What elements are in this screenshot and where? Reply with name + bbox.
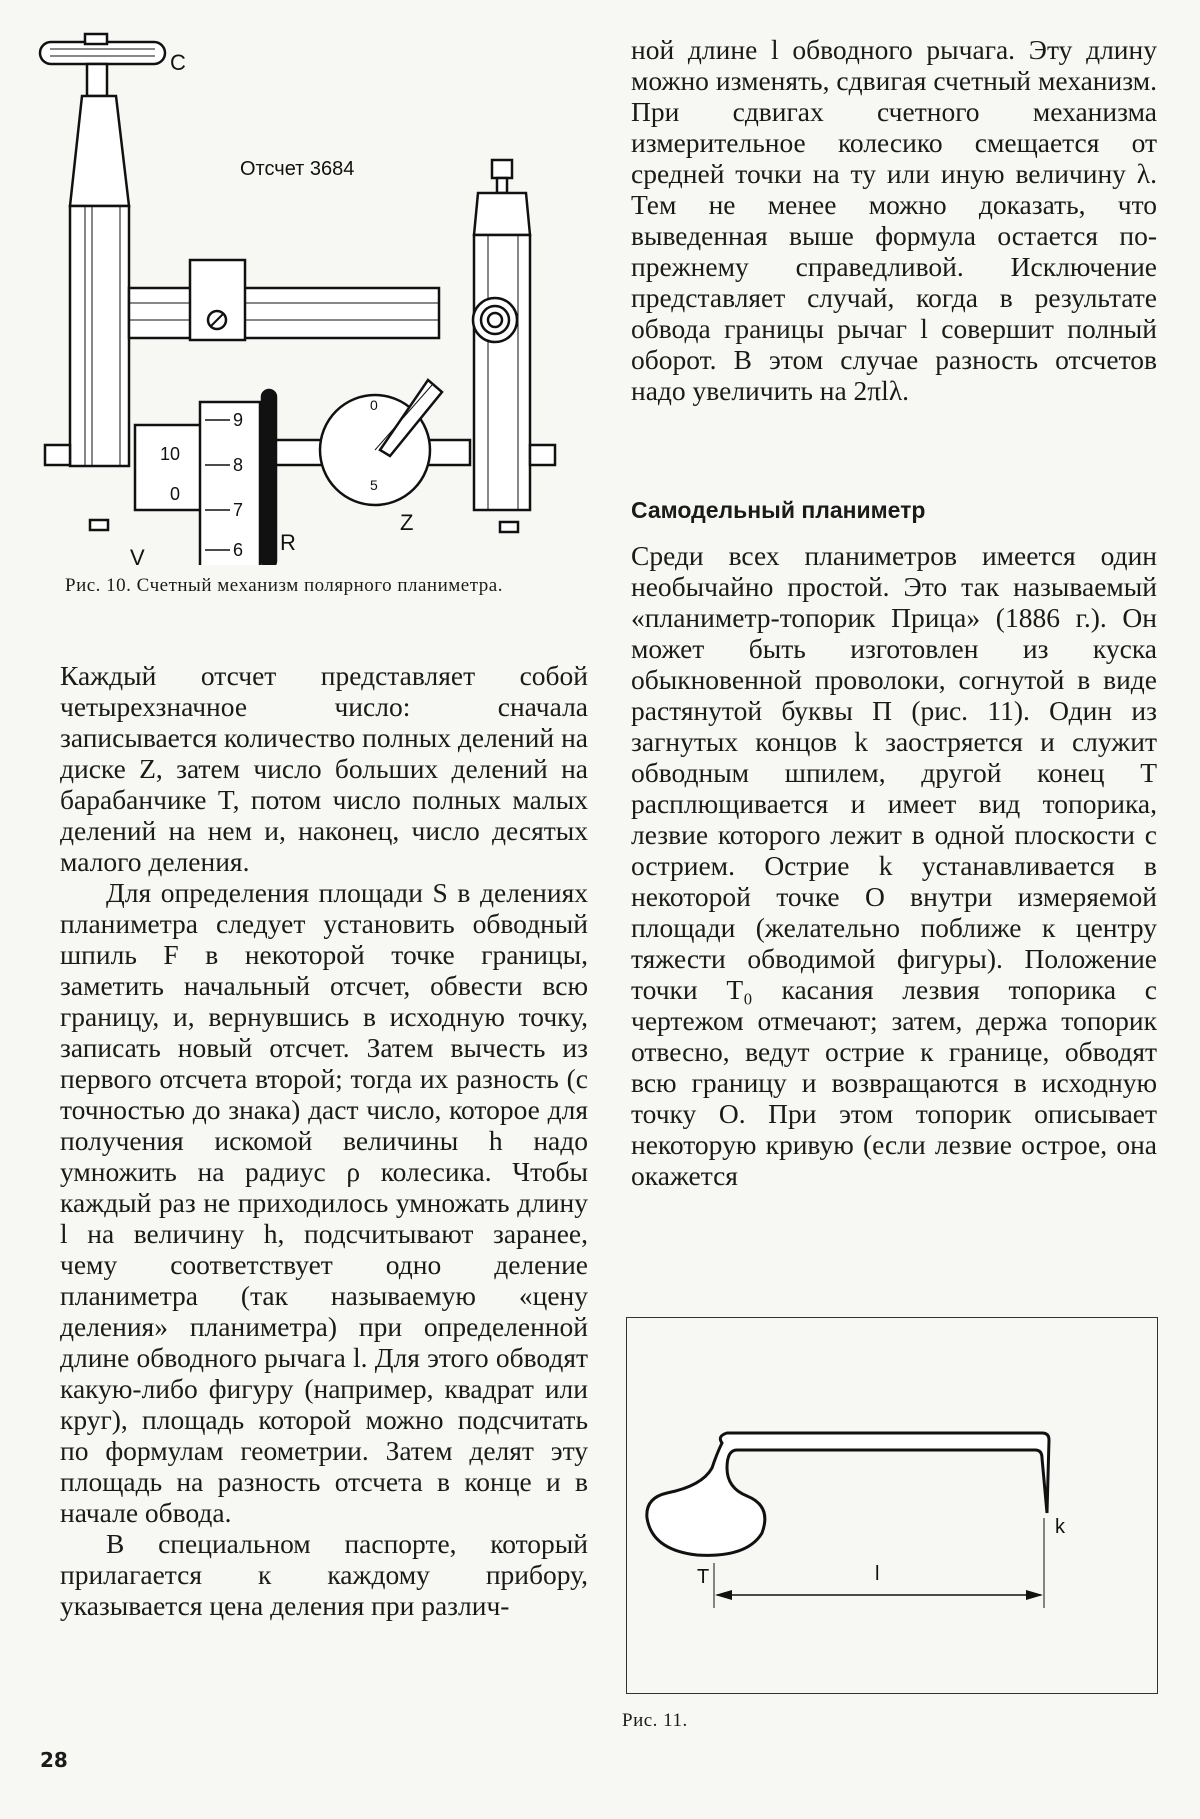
label-t: T — [697, 1566, 710, 1588]
page-number: 28 — [40, 1748, 68, 1772]
right-column-section — [631, 540, 1157, 1191]
drum-mark-8: 8 — [233, 455, 244, 475]
right-column-continuation — [631, 34, 1157, 406]
paragraph-homemade-planimeter: Среди всех планиметров имеется один необычайно простой. Это так называемый «планиметр-топорик Прица» (1886 г.). Он может быть изготовлен из куска обыкновенной проволоки, согнутой в виде растянутой буквы П (рис. 11). Один из загнутых концов k заостряется и служит обводным шпилем, другой конец T расплющивается и имеет вид топорика, лезвие которого лежит в одной плоскости с острием. Острие k устанавливается в некоторой точке O внутри измеряемой площади (желательно поближе к центру тяжести обводимой фигуры). Положение точки T₀ касания лезвия топорика с чертежом отмечают; затем, держа топорик отвесно, ведут острие к границе, обводят всю границу и возвращаются в исходную точку O. При этом топорик описывает некоторую кривую (если лезвие острое, она окажется — [631, 540, 1157, 1191]
vernier-mark-10: 10 — [160, 444, 181, 464]
drum-mark-7: 7 — [233, 500, 244, 520]
figure-10-caption: Рис. 10. Счетный механизм полярного планиметра. — [65, 575, 503, 596]
paragraph-passport: В специальном паспорте, который прилагается к каждому прибору, указывается цена деления при различ- — [60, 1528, 588, 1621]
label-t — [210, 562, 223, 565]
label-k: k — [1055, 1516, 1065, 1538]
paragraph-area-method: Для определения площади S в делениях планиметра следует установить обводный шпиль F в некоторой точке границы, заметить начальный отсчет, обвести всю границу, и, вернувшись в исходную точку, записать новый отсчет. Затем вычесть из первого отсчета второй; тогда их разность (с точностью до знака) даст число, которое для получения искомой величины h надо умножить на радиус ρ колесика. Чтобы каждый раз не приходилось умножать длину l на величину h, подсчитывают заранее, чему соответствует одно деление планиметра (так называемую «цену деления» планиметра) при определенной длине обводного рычага l. Для этого обводят какую-либо фигуру (например, квадрат или круг), площадь которой можно подсчитать по формулам геометрии. Затем делят эту площадь на разность отсчета в конце и в начале обвода. — [60, 877, 588, 1528]
paragraph-reading-format: Каждый отсчет представляет собой четырехзначное число: сначала записывается количество полных делений на диске Z, затем число больших делений на барабанчике T, потом число полных малых делений на нем и, наконец, число десятых малого деления. — [60, 660, 588, 877]
figure-10-illustration — [30, 20, 590, 565]
vernier-mark-0: 0 — [170, 484, 181, 504]
figure-11-caption: Рис. 11. — [622, 1710, 688, 1731]
label-r: R — [280, 530, 296, 555]
label-c: C — [170, 50, 186, 75]
reading-label: Отсчет 3684 — [240, 158, 355, 180]
label-l: l — [875, 1563, 880, 1585]
dial-mark-5: 5 — [370, 477, 378, 493]
drum-mark-6: 6 — [233, 540, 244, 560]
drum-mark-9: 9 — [233, 410, 244, 430]
figure-11-illustration — [626, 1317, 1158, 1694]
left-column — [60, 660, 588, 1621]
planimeter-mechanism-drawing — [30, 20, 590, 565]
section-heading: Самодельный планиметр — [631, 497, 926, 523]
label-z: Z — [400, 510, 414, 535]
label-v: V — [130, 545, 145, 565]
paragraph-continuation: ной длине l обводного рычага. Эту длину можно изменять, сдвигая счетный механизм. При сдвигах счетного механизма измерительное колесико смещается от средней точки на ту или иную величину λ. Тем не менее можно доказать, что выведенная выше формула остается по-прежнему справедливой. Исключение представляет случай, когда в результате обвода границы рычаг l совершит полный оборот. В этом случае разность отсчетов надо увеличить на 2πlλ. — [631, 34, 1157, 406]
dial-mark-0: 0 — [370, 397, 378, 413]
hatchet-planimeter-drawing — [627, 1318, 1156, 1692]
